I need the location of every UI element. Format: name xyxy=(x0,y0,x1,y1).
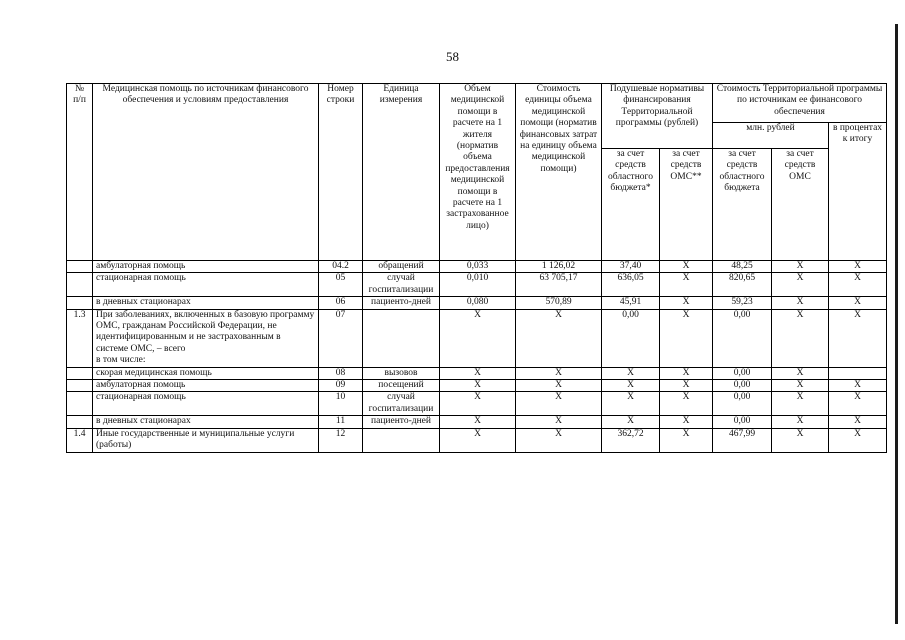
cell-per-capita-budget: 45,91 xyxy=(602,297,660,309)
cell-total-oms: Х xyxy=(772,380,829,392)
cell-total-budget: 0,00 xyxy=(713,392,772,416)
header-assistance: Медицинская помощь по источникам финансового обеспечения и условиям предоставления xyxy=(93,84,319,261)
cell-total-budget: 467,99 xyxy=(713,428,772,452)
cell-assistance: стационарная помощь xyxy=(93,273,319,297)
cell-volume: Х xyxy=(440,309,516,367)
cell-total-oms: Х xyxy=(772,261,829,273)
cell-total-oms: Х xyxy=(772,367,829,379)
table-row xyxy=(67,261,887,273)
cell-total-budget: 59,23 xyxy=(713,297,772,309)
cell-per-capita-budget: Х xyxy=(602,367,660,379)
cell-percent: Х xyxy=(829,297,887,309)
cell-cost: Х xyxy=(516,392,602,416)
cell-per-capita-oms: Х xyxy=(660,392,713,416)
cell-volume: Х xyxy=(440,392,516,416)
cell-row-number: 08 xyxy=(319,367,363,379)
cell-percent: Х xyxy=(829,261,887,273)
table-row xyxy=(67,416,887,428)
cell-unit: обращений xyxy=(363,261,440,273)
cell-per-capita-oms: Х xyxy=(660,367,713,379)
cell-percent: Х xyxy=(829,380,887,392)
cell-per-capita-oms: Х xyxy=(660,261,713,273)
cell-per-capita-budget: 636,05 xyxy=(602,273,660,297)
cell-cost: Х xyxy=(516,309,602,367)
cell-per-capita-oms: Х xyxy=(660,297,713,309)
cell-volume: Х xyxy=(440,367,516,379)
cell-per-capita-oms: Х xyxy=(660,380,713,392)
table-row xyxy=(67,309,887,367)
cell-unit: случай госпитализации xyxy=(363,392,440,416)
cell-num xyxy=(67,416,93,428)
cell-row-number: 10 xyxy=(319,392,363,416)
cell-unit: посещений xyxy=(363,380,440,392)
cell-assistance: амбулаторная помощь xyxy=(93,261,319,273)
cell-total-budget: 48,25 xyxy=(713,261,772,273)
cell-cost: Х xyxy=(516,380,602,392)
table-row xyxy=(67,380,887,392)
cell-volume: Х xyxy=(440,428,516,452)
page-number: 58 xyxy=(446,49,459,64)
cell-percent xyxy=(829,367,887,379)
cell-volume: Х xyxy=(440,380,516,392)
table-row xyxy=(67,428,887,452)
cell-unit: пациенто-дней xyxy=(363,416,440,428)
cell-num: 1.4 xyxy=(67,428,93,452)
cell-total-oms: Х xyxy=(772,428,829,452)
table-row xyxy=(67,273,887,297)
header-mln-rub: млн. рублей xyxy=(713,123,829,149)
cell-assistance: При заболеваниях, включенных в базовую программу ОМС, гражданам Российской Федерации, не идентифицированным и не застрахованным в системе ОМС, – всего в том числе: xyxy=(93,309,319,367)
cell-num: 1.3 xyxy=(67,309,93,367)
cell-row-number: 11 xyxy=(319,416,363,428)
header-cost: Стоимость единицы объема медицинской помощи (норматив финансовых затрат на единицу объема медицинской помощи) xyxy=(516,84,602,261)
table-body xyxy=(67,261,887,453)
table-row xyxy=(67,367,887,379)
cell-unit: пациенто-дней xyxy=(363,297,440,309)
cell-percent: Х xyxy=(829,273,887,297)
cell-cost: 1 126,02 xyxy=(516,261,602,273)
cell-row-number: 09 xyxy=(319,380,363,392)
header-row-number: Номер строки xyxy=(319,84,363,261)
cell-per-capita-oms: Х xyxy=(660,273,713,297)
cell-cost: Х xyxy=(516,416,602,428)
cell-per-capita-budget: 0,00 xyxy=(602,309,660,367)
cell-row-number: 06 xyxy=(319,297,363,309)
cell-row-number: 12 xyxy=(319,428,363,452)
cell-unit xyxy=(363,309,440,367)
cell-assistance: амбулаторная помощь xyxy=(93,380,319,392)
financing-table xyxy=(66,83,887,453)
cell-assistance: Иные государственные и муниципальные услуги (работы) xyxy=(93,428,319,452)
cell-per-capita-oms: Х xyxy=(660,416,713,428)
header-volume: Объем медицинской помощи в расчете на 1 жителя (норматив объема предоставления медицинской помощи в расчете на 1 застрахованное лицо) xyxy=(440,84,516,261)
cell-volume: 0,080 xyxy=(440,297,516,309)
cell-num xyxy=(67,392,93,416)
cell-per-capita-budget: 362,72 xyxy=(602,428,660,452)
table-row xyxy=(67,297,887,309)
cell-num xyxy=(67,380,93,392)
header-per-capita: Подушевые нормативы финансирования Территориальной программы (рублей) xyxy=(602,84,713,149)
header-per-capita-oms: за счет средств ОМС** xyxy=(660,149,713,261)
cell-row-number: 04.2 xyxy=(319,261,363,273)
cell-assistance: в дневных стационарах xyxy=(93,297,319,309)
cell-percent: Х xyxy=(829,309,887,367)
header-num: № п/п xyxy=(67,84,93,261)
cell-per-capita-budget: Х xyxy=(602,380,660,392)
cell-total-budget: 0,00 xyxy=(713,380,772,392)
cell-per-capita-budget: Х xyxy=(602,416,660,428)
cell-volume: 0,033 xyxy=(440,261,516,273)
header-unit: Единица измерения xyxy=(363,84,440,261)
cell-total-budget: 0,00 xyxy=(713,416,772,428)
cell-num xyxy=(67,367,93,379)
cell-num xyxy=(67,297,93,309)
header-total-cost: Стоимость Территориальной программы по источникам ее финансового обеспечения xyxy=(713,84,887,123)
scan-edge-line xyxy=(895,24,898,624)
table-row xyxy=(67,392,887,416)
cell-row-number: 07 xyxy=(319,309,363,367)
cell-total-budget: 0,00 xyxy=(713,309,772,367)
cell-volume: 0,010 xyxy=(440,273,516,297)
cell-assistance: скорая медицинская помощь xyxy=(93,367,319,379)
cell-percent: Х xyxy=(829,416,887,428)
cell-per-capita-oms: Х xyxy=(660,309,713,367)
header-percent: в процентах к итогу xyxy=(829,123,887,261)
cell-volume: Х xyxy=(440,416,516,428)
cell-total-oms: Х xyxy=(772,416,829,428)
cell-total-budget: 820,65 xyxy=(713,273,772,297)
cell-assistance: стационарная помощь xyxy=(93,392,319,416)
cell-unit: случай госпитализации xyxy=(363,273,440,297)
cell-total-oms: Х xyxy=(772,273,829,297)
cell-cost: 63 705,17 xyxy=(516,273,602,297)
cell-total-oms: Х xyxy=(772,297,829,309)
cell-percent: Х xyxy=(829,392,887,416)
header-total-budget: за счет средств областного бюджета xyxy=(713,149,772,261)
header-per-capita-budget: за счет средств областного бюджета* xyxy=(602,149,660,261)
cell-total-oms: Х xyxy=(772,392,829,416)
cell-unit: вызовов xyxy=(363,367,440,379)
cell-cost: 570,89 xyxy=(516,297,602,309)
cell-percent: Х xyxy=(829,428,887,452)
cell-per-capita-oms: Х xyxy=(660,428,713,452)
cell-total-budget: 0,00 xyxy=(713,367,772,379)
cell-unit xyxy=(363,428,440,452)
cell-row-number: 05 xyxy=(319,273,363,297)
cell-total-oms: Х xyxy=(772,309,829,367)
cell-cost: Х xyxy=(516,367,602,379)
cell-assistance: в дневных стационарах xyxy=(93,416,319,428)
cell-per-capita-budget: 37,40 xyxy=(602,261,660,273)
cell-per-capita-budget: Х xyxy=(602,392,660,416)
cell-num xyxy=(67,273,93,297)
cell-cost: Х xyxy=(516,428,602,452)
cell-num xyxy=(67,261,93,273)
header-total-oms: за счет средств ОМС xyxy=(772,149,829,261)
